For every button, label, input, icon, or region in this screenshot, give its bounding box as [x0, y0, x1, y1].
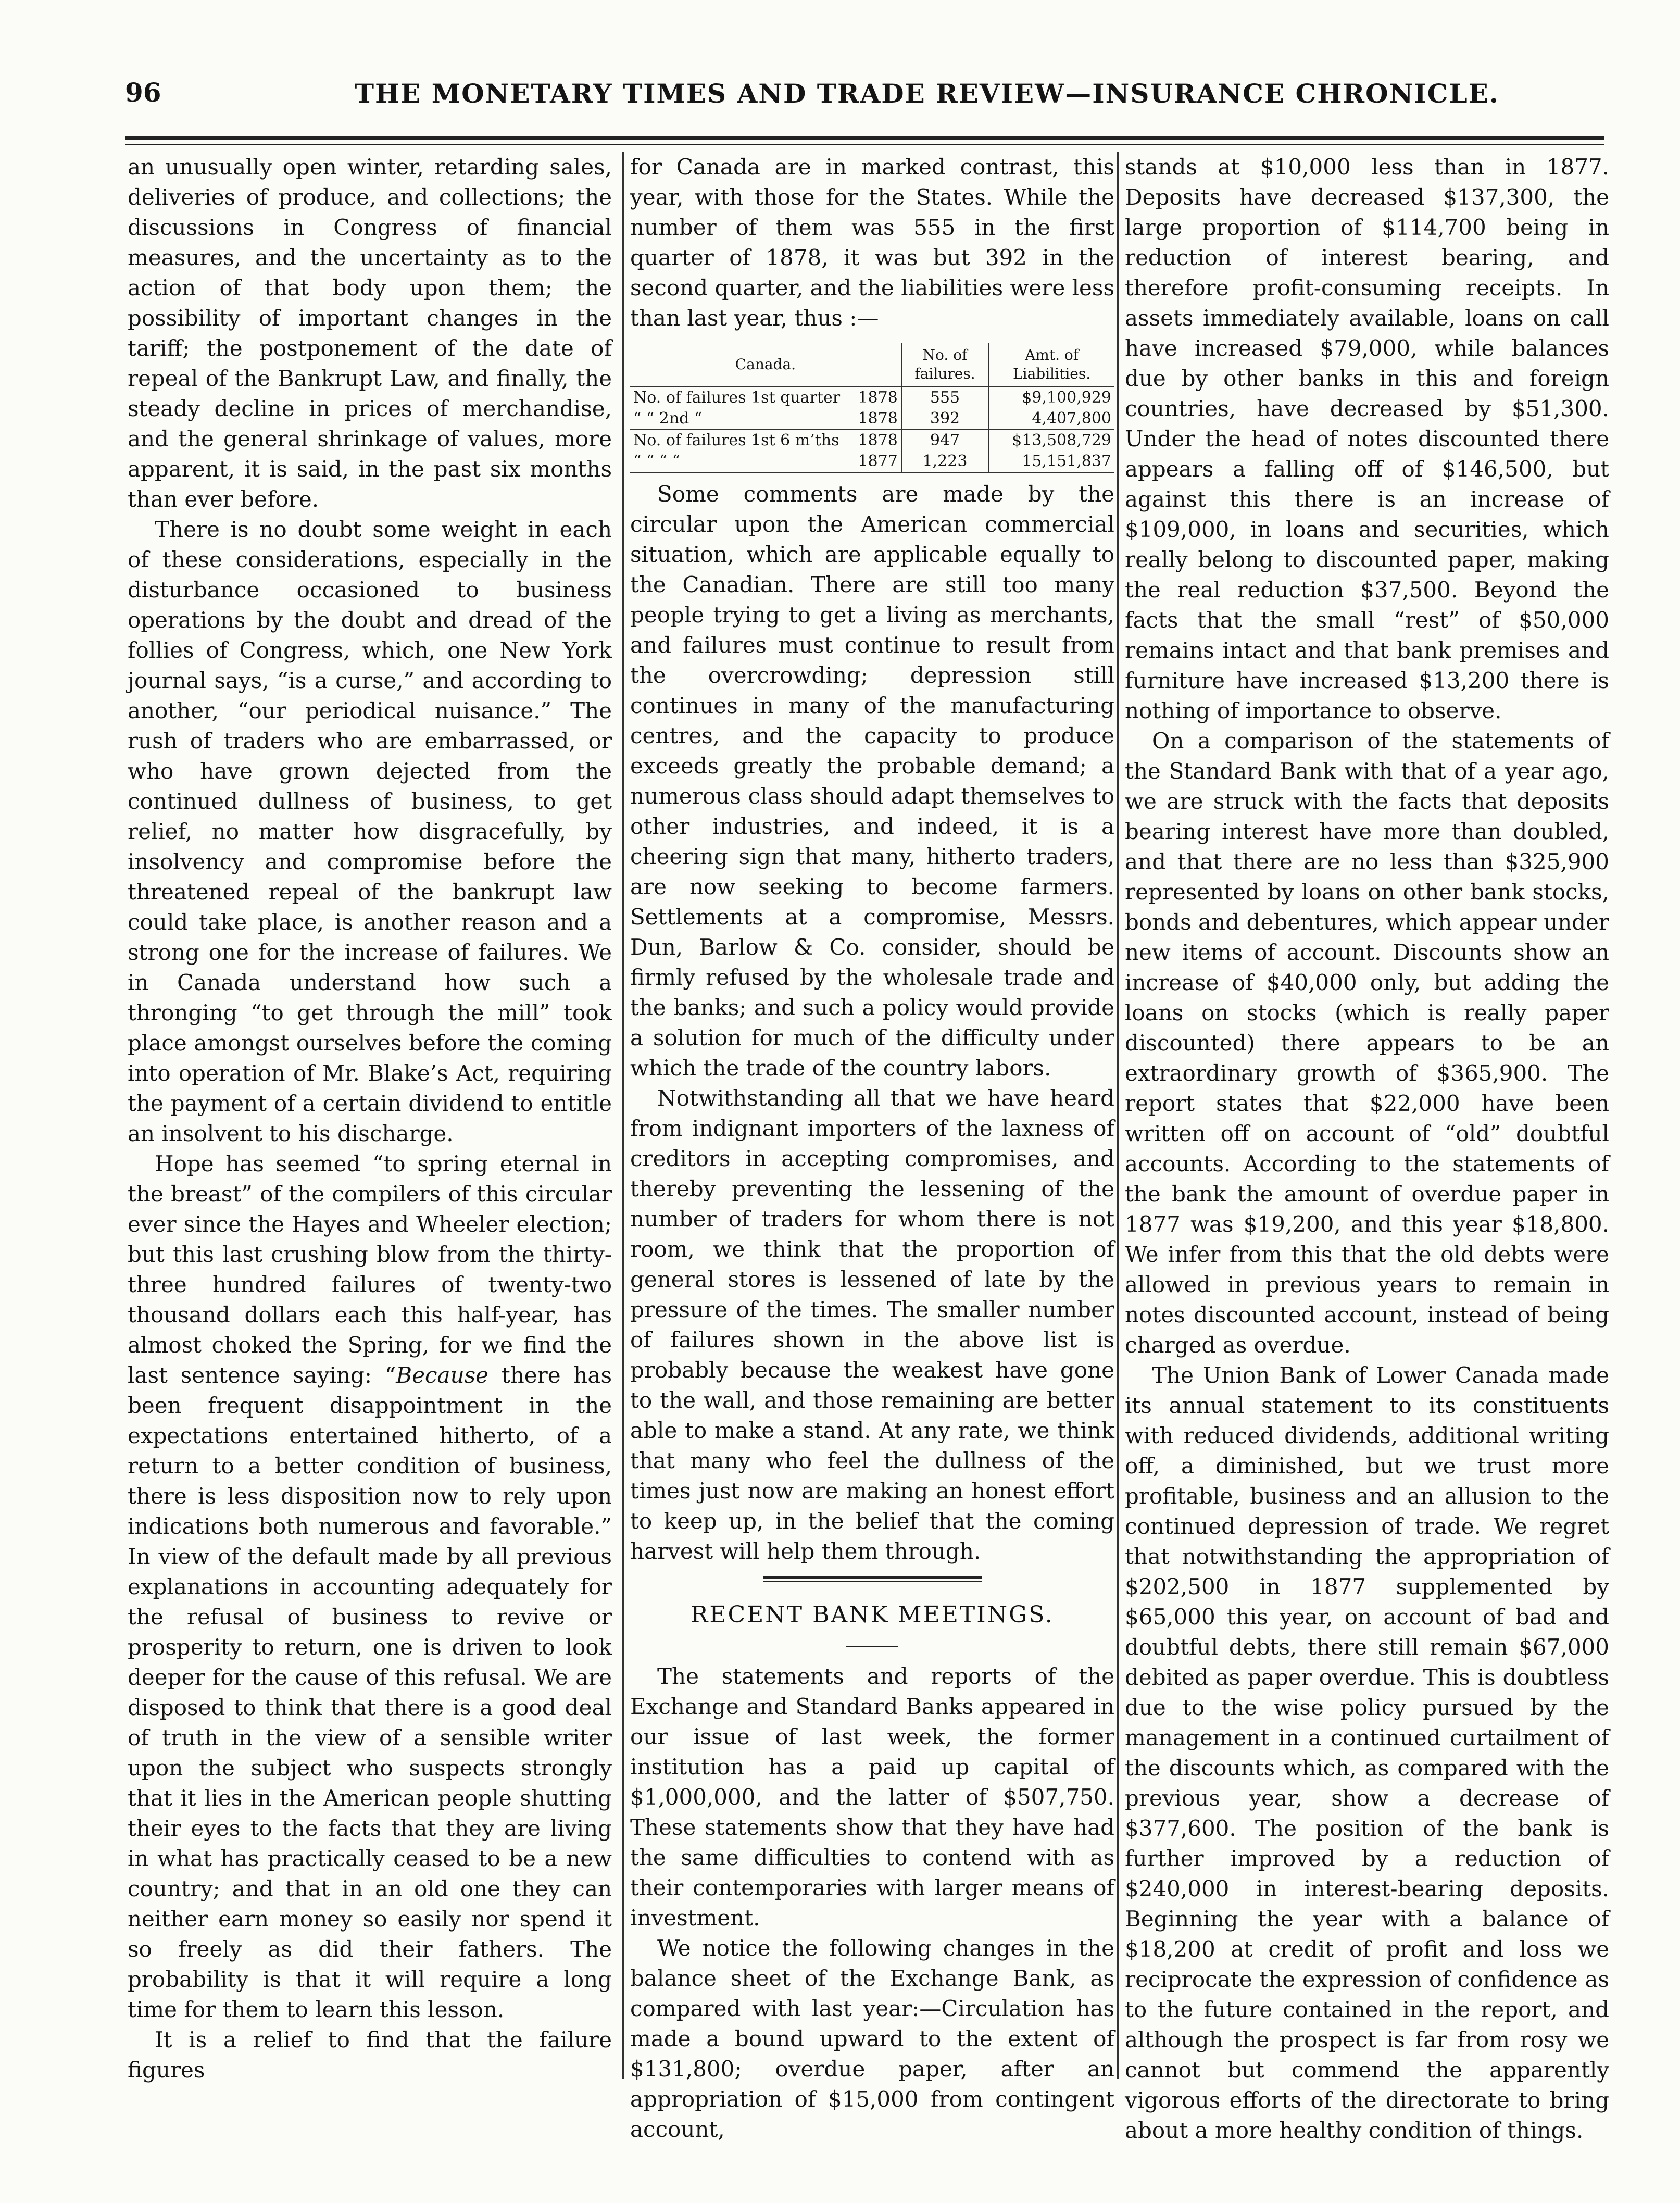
paragraph: Some comments are made by the circular upon the American commercial situation, which are applicable equally to the Canadian. There are still too many people trying to get a living as merchants, and failures must continue to result from the overcrowding; depression still continues in many of the manufacturing centres, and the capacity to produce exceeds greatly the probable demand; a numerous class should adapt themselves to other industries, and indeed, it is a cheering sign that many, hitherto traders, are now seeking to become farmers. Settlements at a compromise, Messrs. Dun, Barlow & Co. consider, should be firmly refused by the wholesale trade and the banks; and such a policy would provide a solution for much of the difficulty under which the trade of the country labors.	[630, 481, 1114, 1081]
column-divider-1	[622, 152, 624, 2079]
page-header	[125, 77, 1594, 124]
section-divider	[763, 1576, 982, 1582]
table-row: “ “ “ “ 1877 1,223 15,151,837	[630, 451, 1114, 472]
table-row: No. of failures 1st quarter 1878 555 $9,100,929	[630, 387, 1114, 408]
masthead-title: THE MONETARY TIMES AND TRADE REVIEW—INSURANCE CHRONICLE.	[354, 78, 1500, 109]
table-header-canada: Canada.	[630, 343, 901, 387]
table-header-failures: No. of failures.	[901, 343, 988, 387]
paragraph: The Union Bank of Lower Canada made its annual statement to its constituents with reduced dividends, additional writing off, a diminished, but we trust more profitable, business and an allusion to the continued depression of trade. We regret that notwithstanding the appropriation of $202,500 in 1877 supplemented by $65,000 this year, on account of bad and doubtful debts, there still remain $67,000 debited as paper overdue. This is doubtless due to the wise policy pursued by the management in a continued curtailment of the discounts which, as compared with the previous year, show a decrease of $377,600. The position of the bank is further improved by a reduction of $240,000 in interest-bearing deposits. Beginning the year with a balance of $18,200 at credit of profit and loss we reciprocate the expression of confidence as to the future contained in the report, and although the prospect is far from rosy we cannot but commend the apparently vigorous efforts of the directorate to bring about a more healthy condition of things.	[1125, 1362, 1609, 2143]
paragraph: for Canada are in marked contrast, this year, with those for the States. While the number of them was 555 in the first quarter of 1878, it was but 392 in the second quarter, and the liabilities were less than last year, thus :—	[630, 154, 1114, 331]
paragraph: stands at $10,000 less than in 1877. Deposits have decreased $137,300, the large proportion of $114,700 being in reduction of interest bearing, and therefore profit-consuming receipts. In assets immediately available, loans on call have increased $79,000, while balances due by other banks in this and foreign countries, have decreased by $51,300. Under the head of notes discounted there appears a falling off of $146,500, but against this there is an increase of $109,000, in loans and securities, which really belong to discounted paper, making the real reduction $37,500. Beyond the facts that the small “rest” of $50,000 remains intact and that bank premises and furniture have increased $13,200 there is nothing of importance to observe.	[1125, 154, 1609, 723]
table-row: No. of failures 1st 6 m’ths 1878 947 $13,508,729	[630, 430, 1114, 451]
paragraph: We notice the following changes in the balance sheet of the Exchange Bank, as compared with last year:—Circulation has made a bound upward to the extent of $131,800; overdue paper, after an appropriation of $15,000 from contingent account,	[630, 1935, 1114, 2142]
paragraph: On a comparison of the statements of the Standard Bank with that of a year ago, we are struck with the facts that deposits bearing interest have more than doubled, and that there are no less than $325,900 represented by loans on other bank stocks, bonds and debentures, which appear under new items of account. Discounts show an increase of $40,000 only, but adding the loans on stocks (which is really paper discounted) there appears to be an extraordinary growth of $365,900. The report states that $22,000 have been written off on account of “old” doubtful accounts. According to the statements of the bank the amount of overdue paper in 1877 was $19,200, and this year $18,800. We infer from this that the old debts were allowed in previous years to remain in notes discounted account, instead of being charged as overdue.	[1125, 728, 1609, 1358]
column-3	[1125, 152, 1609, 2146]
paragraph: It is a relief to find that the failure figures	[128, 2027, 612, 2083]
paragraph: There is no doubt some weight in each of these considerations, especially in the disturbance occasioned to business operations by the doubt and dread of the follies of Congress, which, one New York journal says, “is a curse,” and according to another, “our periodical nuisance.” The rush of traders who are embarrassed, or who have grown dejected from the continued dullness of business, to get relief, no matter how disgracefully, by insolvency and compromise before the threatened repeal of the bankrupt law could take place, is another reason and a strong one for the increase of failures. We in Canada understand how such a thronging “to get through the mill” took place amongst ourselves before the coming into operation of Mr. Blake’s Act, requiring the payment of a certain dividend to entitle an insolvent to his discharge.	[128, 517, 612, 1146]
paragraph: Notwithstanding all that we have heard from indignant importers of the laxness of creditors in accepting compromises, and thereby preventing the lessening of the number of traders for whom there is not room, we think that the proportion of general stores is lessened of late by the pressure of the times. The smaller number of failures shown in the above list is probably because the weakest have gone to the wall, and those remaining are better able to make a stand. At any rate, we think that many who feel the dullness of the times just now are making an honest effort to keep up, in the belief that the coming harvest will help them through.	[630, 1085, 1114, 1564]
failures-table	[630, 343, 1114, 473]
header-rule-thick	[125, 136, 1604, 140]
paragraph: Hope has seemed “to spring eternal in the breast” of the compilers of this circular ever since the Hayes and Wheeler election; but this last crushing blow from the thirty-three hundred failures of twenty-two thousand dollars each this half-year, has almost choked the Spring, for we find the last sentence saying: “Because there has been frequent disappointment in the expectations entertained hitherto, of a return to a better condition of business, there is less disposition now to rely upon indications both numerous and favorable.” In view of the default made by all previous explanations in accounting adequately for the refusal of business to revive or prosperity to return, one is driven to look deeper for the cause of this refusal. We are disposed to think that there is a good deal of truth in the view of a sensible writer upon the subject who suspects strongly that it lies in the American people shutting their eyes to the facts that they are living in what has practically ceased to be a new country; and that in an old one they can neither earn money so easily nor spend it so freely as did their fathers. The probability is that it will require a long time for them to learn this lesson.	[128, 1151, 612, 2022]
header-rule-thin	[125, 144, 1604, 145]
column-1	[128, 152, 612, 2085]
section-title: RECENT BANK MEETINGS.	[691, 1601, 1054, 1628]
italic-word: Because	[396, 1362, 489, 1388]
paragraph: The statements and reports of the Exchange and Standard Banks appeared in our issue of last week, the former institution has a paid up capital of $1,000,000, and the latter of $507,750. These statements show that they have had the same difficulties to contend with as their contemporaries with larger means of investment.	[630, 1663, 1114, 1931]
column-divider-2	[1117, 152, 1119, 2079]
section-title-underline	[846, 1646, 898, 1647]
column-2	[630, 152, 1114, 2145]
page-number: 96	[125, 77, 161, 108]
table-row: “ “ 2nd “ 1878 392 4,407,800	[630, 408, 1114, 430]
table-header-liabilities: Amt. of Liabilities.	[988, 343, 1114, 387]
paragraph: an unusually open winter, retarding sales, deliveries of produce, and collections; the discussions in Congress of financial measures, and the uncertainty as to the action of that body upon them; the possibility of important changes in the tariff; the postponement of the date of repeal of the Bankrupt Law, and finally, the steady decline in prices of merchandise, and the general shrinkage of values, more apparent, it is said, in the past six months than ever before.	[128, 154, 612, 512]
